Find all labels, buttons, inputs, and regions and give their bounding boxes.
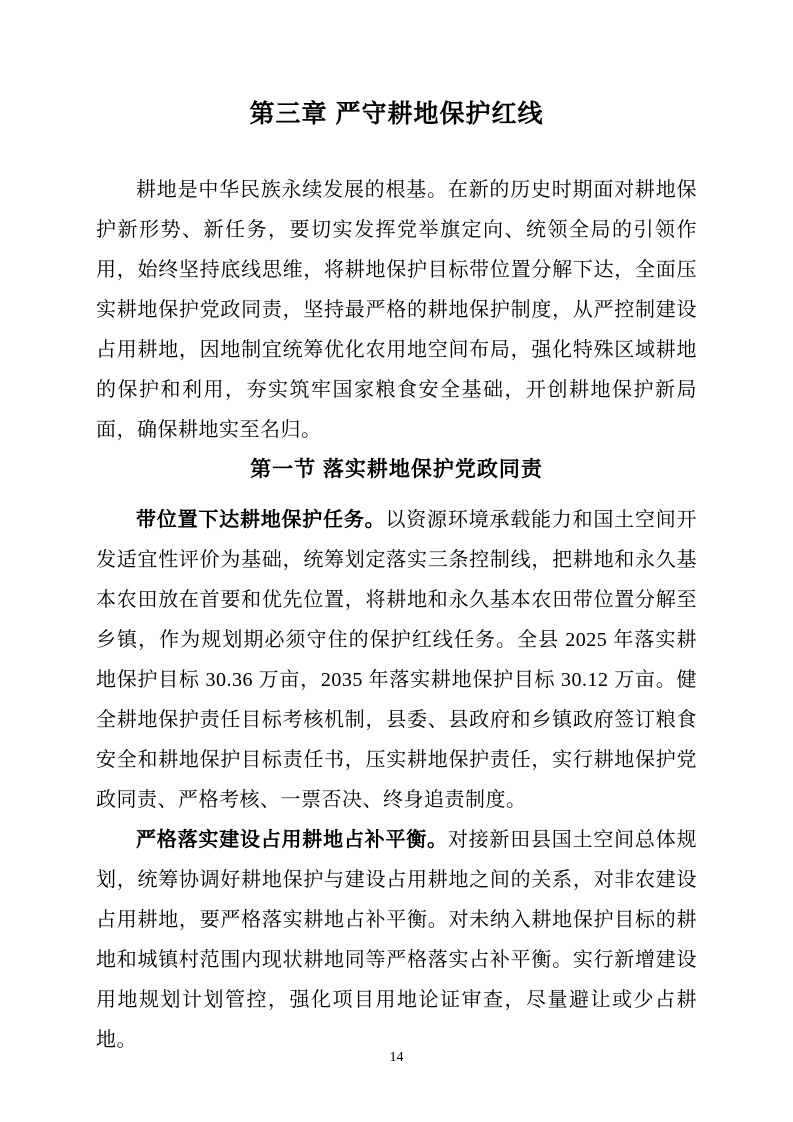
section-title: 第一节 落实耕地保护党政同责: [250, 458, 543, 481]
paragraph-lead: 带位置下达耕地保护任务。: [136, 509, 386, 531]
intro-paragraph: [96, 170, 697, 450]
paragraph-lead: 严格落实建设占用耕地占补平衡。: [136, 829, 448, 851]
intro-paragraph-text: 耕地是中华民族永续发展的根基。在新的历史时期面对耕地保护新形势、新任务，要切实发挥党举旗定向、统领全局的引领作用，始终坚持底线思维，将耕地保护目标带位置分解下达，全面压实耕地保护党政同责，坚持最严格的耕地保护制度，从严控制建设占用耕地，因地制宜统筹优化农用地空间布局，强化特殊区域耕地的保护和利用，夯实筑牢国家粮食安全基础，开创耕地保护新局面，确保耕地实至名归。: [96, 179, 697, 441]
paragraph-delegated-targets: [96, 500, 697, 820]
paragraph-occupation-balance: [96, 820, 697, 1060]
paragraph-body: 对接新田县国土空间总体规划，统筹协调好耕地保护与建设占用耕地之间的关系，对非农建设占用耕地，要严格落实耕地占补平衡。对未纳入耕地保护目标的耕地和城镇村范围内现状耕地同等严格落实占补平衡。实行新增建设用地规划计划管控，强化项目用地论证审查，尽量避让或少占耕地。: [96, 829, 698, 1051]
page-number: 14: [389, 1050, 404, 1065]
chapter-title: 第三章 严守耕地保护红线: [249, 100, 544, 128]
paragraph-body: 以资源环境承载能力和国土空间开发适宜性评价为基础，统筹划定落实三条控制线，把耕地和永久基本农田放在首要和优先位置，将耕地和永久基本农田带位置分解至乡镇，作为规划期必须守住的保护红线任务。全县 2025 年落实耕地保护目标 30.36 万亩，2035 年落实耕地保护目标 30.12 万亩。健全耕地保护责任目标考核机制，县委、县政府和乡镇政府签订粮食安全和耕地保护目标责任书，压实耕地保护责任，实行耕地保护党政同责、严格考核、一票否决、终身追责制度。: [96, 509, 698, 811]
